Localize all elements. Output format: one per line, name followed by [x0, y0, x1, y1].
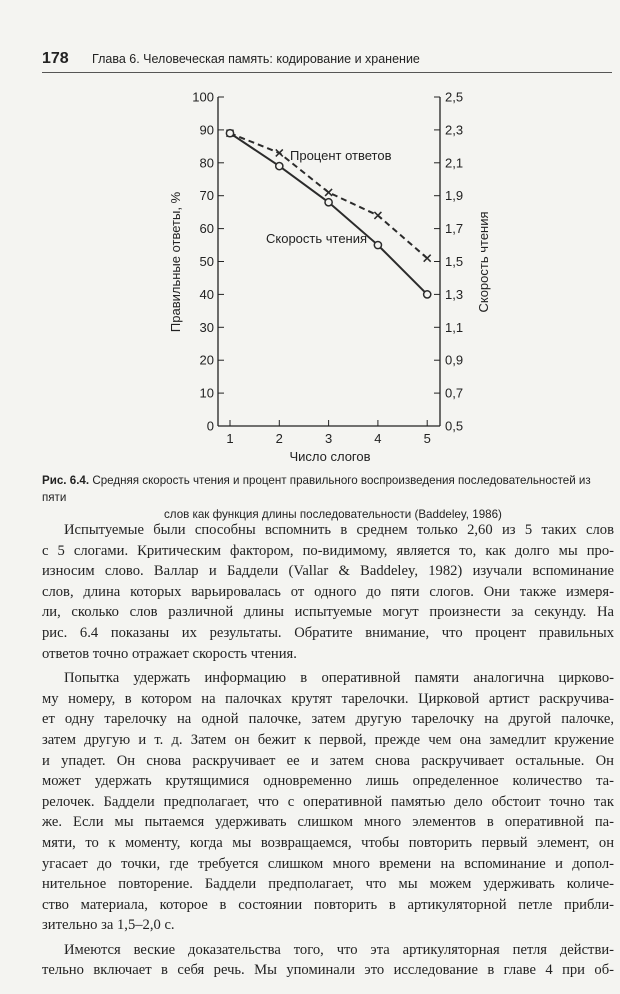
- left-tick-label: 20: [199, 352, 214, 368]
- reading-speed-point: [424, 291, 431, 298]
- left-tick-label: 30: [199, 319, 214, 335]
- page-number: 178: [42, 50, 69, 67]
- reading-speed-point: [226, 130, 233, 137]
- left-tick-label: 70: [199, 188, 214, 204]
- y-axis-right-label: Скорость чтения: [476, 211, 491, 313]
- text-line: с 5 слогами. Критическим фактором, по-видимому, является то, как долго мы про-: [42, 542, 614, 559]
- y-axis-left-label: Правильные ответы, %: [168, 191, 183, 333]
- left-tick-label: 40: [199, 286, 214, 302]
- text-line: износим слово. Валлар и Баддели (Vallar & Baddeley, 1982) изучали вспоминание: [42, 563, 614, 580]
- right-tick-label: 1,3: [445, 286, 464, 302]
- right-tick-label: 0,7: [445, 385, 464, 401]
- caption-label: Рис. 6.4.: [42, 474, 90, 487]
- text-line: ет одну тарелочку на одной палочке, затем другую тарелочку на другой палочке,: [42, 711, 614, 728]
- left-tick-label: 50: [199, 254, 214, 269]
- x-axis-ticks: [226, 420, 430, 446]
- x-tick-label: 5: [423, 431, 431, 446]
- paragraph: [42, 520, 614, 664]
- text-line: нительное повторение. Баддели предполагает, что мы можем удерживать количе-: [42, 876, 614, 893]
- paragraph: [42, 940, 614, 981]
- right-tick-label: 1,7: [445, 221, 464, 237]
- text-line: же. Если мы пытаемся удерживать слишком много элементов в оперативной па-: [42, 814, 614, 831]
- figure-chart: [0, 0, 620, 470]
- percent-correct-point: [424, 255, 431, 262]
- left-axis-ticks: [192, 90, 224, 434]
- left-tick-label: 100: [192, 89, 214, 105]
- reading-speed-point: [276, 162, 283, 169]
- text-line: Испытуемые были способны вспомнить в среднем только 2,60 из 5 таких слов: [64, 522, 614, 538]
- body-text: [42, 520, 614, 981]
- text-line: может удержать крутящимися одновременно лишь определенное количество та-: [42, 773, 614, 790]
- percent-correct-point: [374, 212, 381, 219]
- right-tick-label: 0,5: [445, 418, 464, 434]
- reading-speed-point: [374, 241, 381, 248]
- left-tick-label: 0: [206, 418, 214, 434]
- x-axis-label: Число слогов: [289, 449, 371, 464]
- left-tick-label: 90: [199, 122, 214, 138]
- percent-correct-point: [325, 189, 332, 196]
- reading-speed-point: [325, 199, 332, 206]
- text-line: ответов точно отражает скорость чтения.: [42, 645, 297, 662]
- right-tick-label: 0,9: [445, 352, 464, 368]
- right-tick-label: 1,5: [445, 254, 464, 269]
- caption-line-2: слов как функция длины последовательности (Baddeley, 1986): [164, 508, 502, 521]
- x-tick-label: 1: [226, 431, 234, 446]
- text-line: зительно за 1,5–2,0 с.: [42, 917, 175, 934]
- caption-line-1: Средняя скорость чтения и процент правильного воспроизведения последовательностей из пяти: [42, 474, 591, 504]
- text-line: релочек. Баддели предполагает, что с оперативной памятью дело обстоит точно так: [42, 793, 614, 810]
- text-line: рис. 6.4 показаны их результаты. Обратите внимание, что процент правильных: [42, 624, 614, 641]
- right-axis-ticks: [434, 90, 463, 434]
- left-tick-label: 10: [199, 385, 214, 401]
- text-line: ство материала, которое в состоянии повторить в артикуляторной петле прибли-: [42, 896, 614, 913]
- left-tick-label: 80: [199, 155, 214, 171]
- paragraph: [42, 668, 614, 936]
- text-line: угасает до точки, где требуется слишком много времени на вспоминание и допол-: [42, 855, 614, 872]
- text-line: затем другую и т. д. Затем он бежит к первой, прежде чем она замедлит кружение: [42, 731, 614, 748]
- annotation-reading-speed: Скорость чтения: [266, 231, 368, 246]
- x-tick-label: 3: [324, 431, 333, 446]
- x-tick-label: 2: [275, 431, 283, 446]
- text-line: мяти, то к моменту, когда мы возвращаемся, чтобы повторить первый элемент, он: [42, 834, 614, 851]
- right-tick-label: 1,9: [445, 188, 464, 204]
- text-line: тельно включает в себя речь. Мы упоминали это исследование в главе 4 при об-: [42, 962, 614, 979]
- right-tick-label: 2,5: [445, 89, 464, 105]
- annotation-percent-correct: Процент ответов: [290, 148, 392, 163]
- figure-caption: [42, 472, 612, 523]
- right-tick-label: 1,1: [445, 319, 464, 335]
- text-line: и упадет. Он снова раскручивает ее и затем снова раскручивает остальные. Он: [42, 752, 614, 769]
- right-tick-label: 2,1: [445, 155, 464, 171]
- x-tick-label: 4: [374, 431, 382, 446]
- text-line: Имеются веские доказательства того, что эта артикуляторная петля действи-: [64, 941, 614, 958]
- running-title: Глава 6. Человеческая память: кодирование и хранение: [92, 52, 420, 66]
- text-line: слов, длина которых варьировалась от одного до пяти слогов. Они также измеря-: [42, 583, 614, 600]
- text-line: му номеру, в котором на палочках крутят тарелочки. Цирковой артист раскручива-: [42, 690, 614, 707]
- right-tick-label: 2,3: [445, 122, 464, 138]
- text-line: ли, сколько слов различной длины испытуемые могут произнести за секунду. На: [42, 604, 614, 621]
- text-line: Попытка удержать информацию в оперативной памяти аналогична цирково-: [64, 670, 614, 687]
- left-tick-label: 60: [199, 221, 214, 237]
